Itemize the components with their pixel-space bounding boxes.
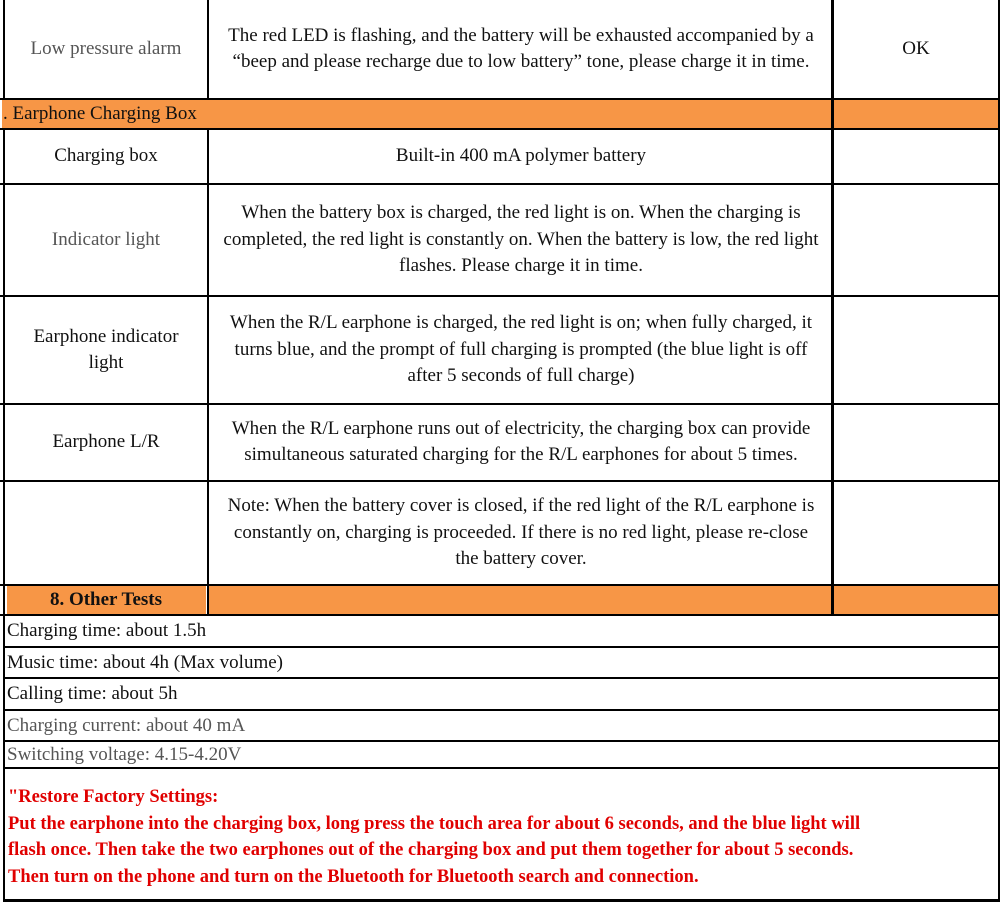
section-bar-other-tests-mid (209, 586, 831, 614)
section-bar-charging-box-result (834, 100, 998, 128)
vline (3, 0, 5, 98)
restore-factory-note (8, 784, 993, 890)
restore-factory-line-2: flash once. Then take the two earphones out of the charging box and put them together for about 5 seconds. (8, 840, 854, 860)
restore-factory-line-1: Put the earphone into the charging box, long press the touch area for about 6 seconds, and the blue light will (8, 813, 861, 834)
row-low-pressure-label: Low pressure alarm (30, 37, 182, 59)
hline (0, 128, 1000, 130)
row-note-desc: Note: When the battery cover is closed, if the red light of the R/L earphone is constantly on, charging is proceeded. If there is no red light, please re-close the battery cover. (227, 495, 815, 570)
other-test-calling-time: Calling time: about 5h (7, 683, 178, 704)
hline (5, 767, 1000, 769)
restore-factory-title: "Restore Factory Settings: (8, 787, 219, 807)
row-earphone-lr-desc: When the R/L earphone runs out of electricity, the charging box can provide simultaneous saturated charging for the R/L earphones for about 5 times. (231, 417, 811, 465)
section-bar-other-tests-result (834, 586, 998, 614)
hline (0, 480, 1000, 482)
row-low-pressure-result: OK (902, 37, 930, 59)
section-title-charging-box: . Earphone Charging Box (3, 102, 197, 124)
hline (0, 183, 1000, 185)
vline (207, 0, 209, 98)
section-title-other-tests: 8. Other Tests (49, 588, 163, 610)
hline (0, 584, 1000, 586)
row-earphone-indicator-label: Earphone indicator light (33, 325, 179, 373)
row-indicator-label: Indicator light (51, 228, 161, 250)
other-test-charging-time: Charging time: about 1.5h (7, 620, 207, 641)
hline (5, 709, 1000, 711)
vline (207, 130, 209, 616)
other-test-switching-voltage: Switching voltage: 4.15-4.20V (7, 744, 242, 765)
hline (5, 646, 1000, 648)
hline (5, 677, 1000, 679)
vline (831, 0, 834, 616)
other-test-charging-current: Charging current: about 40 mA (7, 715, 246, 736)
hline (0, 98, 1000, 100)
other-test-music-time: Music time: about 4h (Max volume) (7, 652, 283, 673)
hline (0, 295, 1000, 297)
row-earphone-indicator-desc: When the R/L earphone is charged, the red light is on; when fully charged, it turns blue, and the prompt of full charging is prompted (the blue light is off after 5 seconds of full charge) (229, 312, 813, 387)
row-indicator-desc: When the battery box is charged, the red light is on. When the charging is completed, the red light is constantly on. When the battery is low, the red light flashes. Please charge it in time. (223, 202, 819, 277)
hline (5, 740, 1000, 742)
restore-factory-line-3: Then turn on the phone and turn on the Bluetooth for Bluetooth search and connection. (8, 866, 699, 887)
row-charging-box-label: Charging box (54, 145, 158, 167)
row-low-pressure-desc: The red LED is flashing, and the battery will be exhausted accompanied by a “beep and please recharge due to low battery” tone, please charge it in time. (228, 24, 814, 72)
row-earphone-lr-label: Earphone L/R (52, 431, 160, 453)
row-charging-box-desc: Built-in 400 mA polymer battery (395, 145, 647, 167)
vline (3, 130, 5, 902)
hline (0, 614, 1000, 616)
hline (0, 403, 1000, 405)
